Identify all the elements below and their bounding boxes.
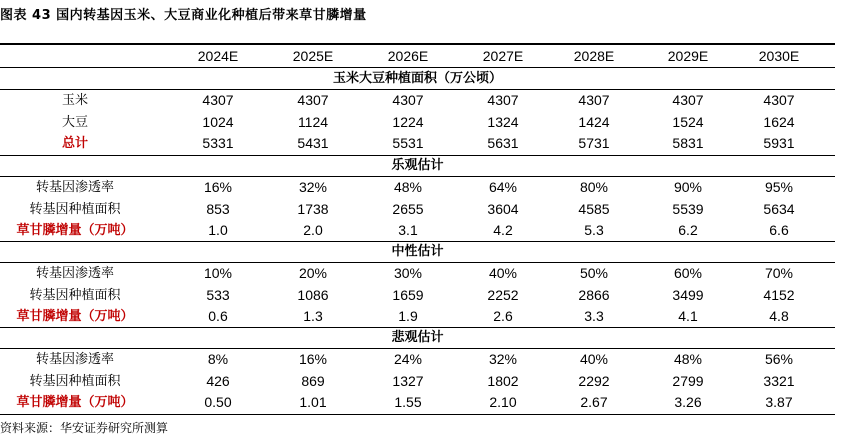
table-cell: 6.6 [769,222,789,239]
table-cell: 20% [298,265,328,281]
table-cell: 1624 [763,113,795,130]
source-note: 资料来源：华安证券研究所测算 [0,421,169,435]
table-cell: 2.10 [489,394,517,411]
table-cell: 32% [488,351,518,367]
row-label: 草甘膦增量（万吨） [16,223,134,239]
table-cell: 90% [673,179,703,195]
table-cell: 40% [579,351,609,367]
table-top-rule [0,43,835,45]
table-bottom-rule [0,414,835,415]
table-cell: 4.2 [493,222,513,239]
table-cell: 64% [488,179,518,195]
table-cell: 70% [764,265,794,281]
table-cell: 1.01 [299,394,327,411]
table-cell: 1524 [672,113,704,130]
table-cell: 16% [203,179,233,195]
table-cell: 4307 [297,92,329,108]
table-cell: 2292 [578,372,610,389]
table-cell: 1086 [297,286,329,303]
row-label: 总计 [61,136,88,152]
table-cell: 1327 [392,372,424,389]
year-header-0: 2024E [197,48,239,64]
table-cell: 5431 [297,135,329,152]
table-cell: 5539 [672,200,704,217]
section-title: 悲观估计 [391,330,444,345]
table-cell: 4307 [578,92,610,108]
table-cell: 4307 [487,92,519,108]
table-cell: 60% [673,265,703,281]
table-cell: 10% [203,265,233,281]
table-cell: 426 [206,372,230,389]
table-cell: 2866 [578,286,610,303]
table-cell: 95% [764,179,794,195]
row-label: 草甘膦增量（万吨） [16,309,134,325]
row-label: 转基因渗透率 [35,266,114,281]
table-cell: 3.87 [765,394,793,411]
year-header-5: 2029E [667,48,709,64]
row-label: 大豆 [61,114,88,130]
table-cell: 3.26 [674,394,702,411]
table-cell: 6.2 [678,222,698,239]
table-cell: 1.3 [303,308,323,325]
table-cell: 3499 [672,286,704,303]
table-cell: 2655 [392,200,424,217]
table-cell: 2.0 [303,222,323,239]
table-cell: 1124 [297,113,329,130]
table-cell: 3.1 [398,222,418,239]
table-cell: 0.6 [208,308,228,325]
table-cell: 50% [579,265,609,281]
section-top-rule [0,327,835,328]
table-cell: 48% [393,179,423,195]
table-cell: 30% [393,265,423,281]
table-cell: 5531 [392,135,424,152]
table-cell: 40% [488,265,518,281]
table-cell: 16% [298,351,328,367]
year-header-3: 2027E [482,48,524,64]
year-header-6: 2030E [758,48,800,64]
table-cell: 5.3 [584,222,604,239]
table-cell: 4307 [763,92,795,108]
table-cell: 0.50 [204,394,232,411]
table-cell: 4152 [763,286,795,303]
table-cell: 3321 [763,372,795,389]
table-cell: 1324 [487,113,519,130]
table-cell: 5931 [763,135,795,152]
table-cell: 5631 [487,135,519,152]
table-cell: 2.67 [580,394,608,411]
row-label: 转基因种植面积 [29,373,121,389]
table-cell: 24% [393,351,423,367]
table-cell: 56% [764,351,794,367]
row-label: 转基因渗透率 [35,180,114,195]
table-cell: 2.6 [493,308,513,325]
table-cell: 5634 [763,200,795,217]
row-label: 转基因渗透率 [35,352,114,367]
row-label: 草甘膦增量（万吨） [16,395,134,411]
table-cell: 4585 [578,200,610,217]
section-title: 乐观估计 [391,158,444,173]
year-header-2: 2026E [387,48,429,64]
table-cell: 1802 [487,372,519,389]
table-cell: 1738 [297,200,329,217]
table-cell: 853 [206,200,230,217]
table-cell: 5831 [672,135,704,152]
table-cell: 869 [301,372,325,389]
table-cell: 4307 [202,92,234,108]
section-title: 中性估计 [391,244,444,259]
row-label: 转基因种植面积 [29,287,121,303]
table-cell: 1.55 [394,394,422,411]
table-cell: 3604 [487,200,519,217]
table-cell: 1224 [392,113,424,130]
table-cell: 4.8 [769,308,789,325]
section-top-rule [0,241,835,242]
table-cell: 8% [207,351,229,367]
table-cell: 533 [206,286,230,303]
table-cell: 1.0 [208,222,228,239]
table-cell: 1659 [392,286,424,303]
table-cell: 4307 [672,92,704,108]
table-cell: 5731 [578,135,610,152]
table-cell: 1024 [202,113,234,130]
table-cell: 80% [579,179,609,195]
table-cell: 4.1 [678,308,698,325]
table-cell: 5331 [202,135,234,152]
table-cell: 1424 [578,113,610,130]
section-top-rule [0,155,835,156]
section-title: 玉米大豆种植面积（万公顷） [332,71,502,86]
table-cell: 4307 [392,92,424,108]
year-header-1: 2025E [292,48,334,64]
table-title: 图表 43 国内转基因玉米、大豆商业化种植后带来草甘膦增量 [0,8,367,23]
table-cell: 2252 [487,286,519,303]
year-header-4: 2028E [573,48,615,64]
table-cell: 32% [298,179,328,195]
row-label: 玉米 [61,93,88,108]
row-label: 转基因种植面积 [29,201,121,217]
table-cell: 2799 [672,372,704,389]
table-cell: 3.3 [584,308,604,325]
table-cell: 1.9 [398,308,418,325]
table-cell: 48% [673,351,703,367]
